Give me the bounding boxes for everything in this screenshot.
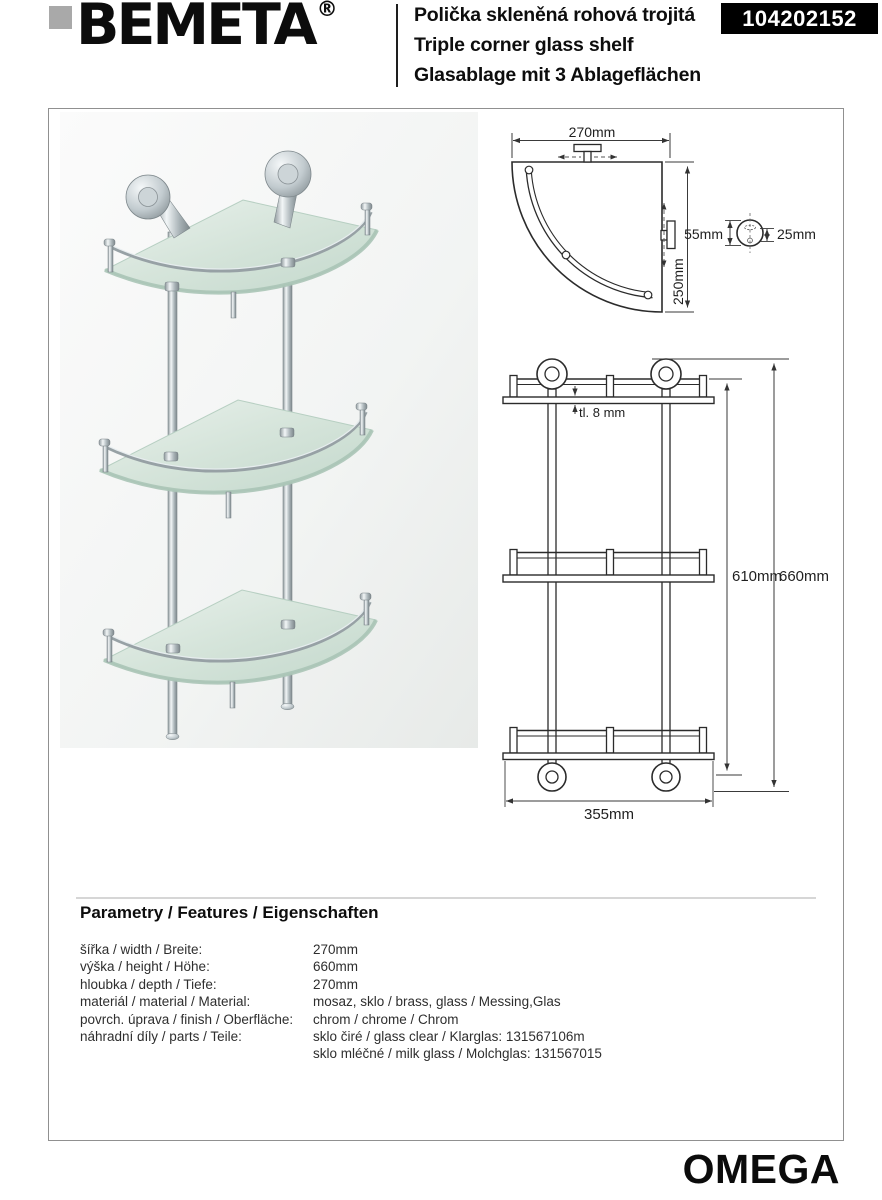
header-divider — [396, 4, 398, 87]
dim-bottom-width-label: 355mm — [583, 806, 635, 823]
wall-mount-hub — [139, 188, 158, 207]
product-title-cs: Polička skleněná rohová trojitá — [414, 4, 695, 26]
dim-total-height-label: 660mm — [779, 568, 830, 585]
product-title-en: Triple corner glass shelf — [414, 34, 634, 56]
dim-mount-height-label: 55mm — [684, 226, 723, 242]
top-view-drawing — [512, 124, 816, 312]
feature-value: mosaz, sklo / brass, glass / Messing,Glas — [313, 994, 561, 1010]
dim-inner-height-label: 610mm — [732, 568, 783, 585]
product-title-de: Glasablage mit 3 Ablageflächen — [414, 64, 701, 86]
feature-value: sklo čiré / glass clear / Klarglas: 131567106m — [313, 1029, 585, 1045]
dim-depth-label: 250mm — [670, 258, 686, 305]
front-view-drawing — [503, 359, 829, 823]
feature-label: náhradní díly / parts / Teile: — [80, 1029, 242, 1045]
brand-text: BEMETA — [76, 0, 315, 58]
feature-value: sklo mléčné / milk glass / Molchglas: 131567015 — [313, 1046, 602, 1062]
feature-value: 270mm — [313, 976, 359, 992]
dim-thickness-label: tl. 8 mm — [579, 405, 626, 420]
registered-mark: ® — [316, 0, 338, 21]
brand-logo — [76, 0, 338, 58]
feature-row-parts-line2 — [80, 1045, 602, 1062]
side-mount-plate — [667, 221, 675, 249]
series-name: OMEGA — [682, 1146, 840, 1192]
feature-label: hloubka / depth / Tiefe: — [80, 976, 217, 992]
feature-value: 660mm — [313, 959, 359, 975]
product-code-badge: 104202152 — [721, 3, 878, 34]
dim-mount-depth-label: 25mm — [777, 226, 816, 242]
left-post-cap — [166, 733, 179, 739]
feature-label: materiál / material / Material: — [80, 994, 251, 1010]
feature-row-parts — [80, 1028, 602, 1045]
feature-label: výška / height / Höhe: — [80, 959, 210, 975]
dim-width-label: 270mm — [568, 124, 616, 140]
feature-row-depth — [80, 976, 602, 993]
feature-row-finish — [80, 1011, 602, 1028]
wall-mount-hub — [278, 164, 298, 184]
shelf-outline — [512, 162, 662, 312]
feature-row-material — [80, 993, 602, 1010]
logo-square-icon — [49, 6, 72, 29]
right-post-cap — [281, 703, 294, 709]
features-heading: Parametry / Features / Eigenschaften — [80, 903, 379, 922]
feature-row-height — [80, 958, 602, 975]
product-photo — [60, 112, 478, 748]
features-divider — [76, 897, 816, 899]
feature-value: 270mm — [313, 942, 359, 957]
technical-drawings — [488, 112, 845, 870]
feature-label: povrch. úprava / finish / Oberfläche: — [80, 1011, 294, 1027]
product-titles — [414, 0, 701, 90]
top-mount-plate — [574, 145, 601, 152]
feature-row-width — [80, 941, 602, 958]
features-table — [80, 941, 602, 1063]
feature-label: šířka / width / Breite: — [80, 942, 203, 957]
feature-value: chrom / chrome / Chrom — [313, 1011, 459, 1027]
